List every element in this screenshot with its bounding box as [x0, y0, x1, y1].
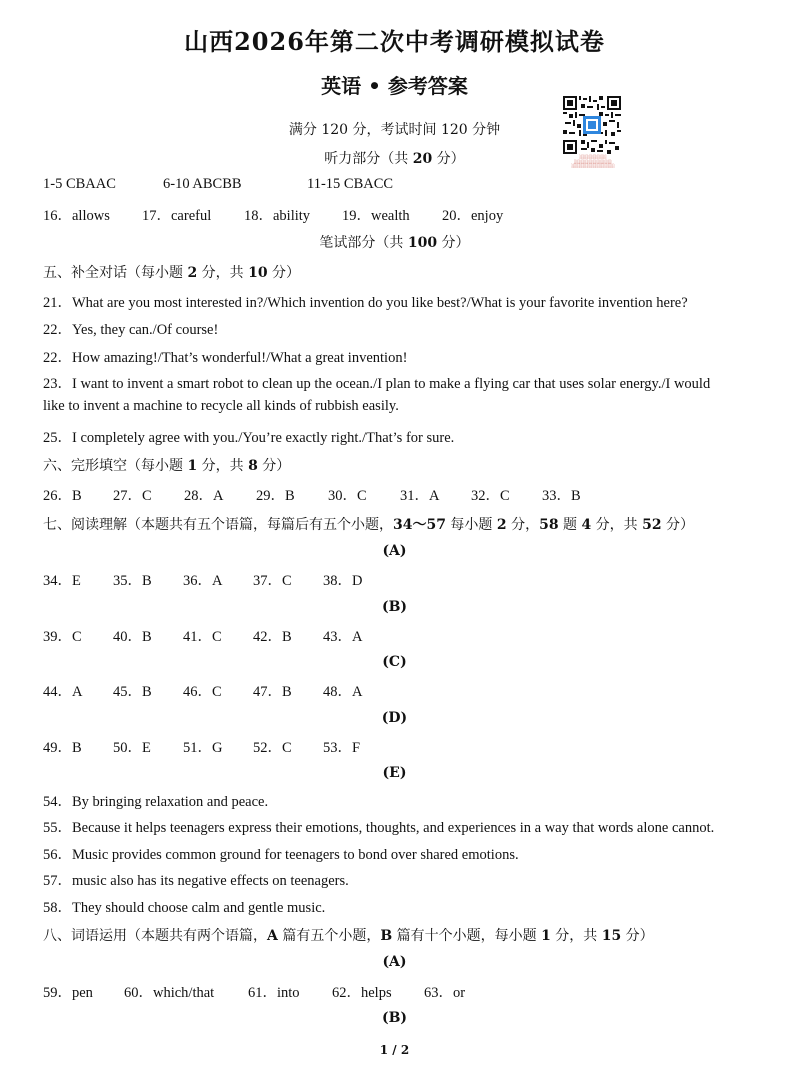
passage-d-answers [43, 736, 360, 757]
answer-44: 44．A [43, 684, 83, 700]
word-use-a-answers [43, 981, 465, 1002]
passage-b-label: (B) [381, 599, 408, 615]
score-info: 满分 120 分，考试时间 120 分钟 [288, 122, 501, 138]
listening-fill-18: 18．ability [244, 208, 311, 224]
answer-58: 58．They should choose calm and gentle music. [43, 900, 326, 916]
answer-23-line2: like to invent a machine to recycle all kinds of rubbish easily. [43, 398, 399, 414]
passage-c-label: (C) [382, 654, 407, 670]
answer-49: 49．B [43, 740, 82, 756]
listening-mc-3: 11-15 CBACC [307, 176, 394, 192]
listening-mc-row [43, 176, 393, 193]
answer-23-line1: 23．I want to invent a smart robot to clean up the ocean./I plan to make a flying car that uses solar energy./I would [43, 376, 711, 392]
answer-55: 55．Because it helps teenagers express their emotions, thoughts, and experiences in a way that words alone cannot. [43, 820, 715, 836]
answer-43: 43．A [323, 629, 363, 645]
listening-fill-19: 19．wealth [342, 208, 410, 224]
answer-56: 56．Music provides common ground for teenagers to bond over shared emotions. [43, 847, 519, 863]
word-use-b-label: (B) [381, 1010, 408, 1026]
qr-caption: ░░░░░░░░░░ ░░░░░░░░░░░░░░ ░░░░░░░░░░░░░░░░ [571, 155, 615, 168]
answer-30: 30．C [328, 488, 367, 504]
answer-41: 41．C [183, 629, 222, 645]
answer-46: 46．C [183, 684, 222, 700]
listening-header: 听力部分（共 20 分） [324, 151, 465, 167]
answer-35: 35．B [113, 573, 152, 589]
answer-36: 36．A [183, 573, 223, 589]
word-use-a-label: (A) [382, 954, 407, 970]
answer-40: 40．B [113, 629, 152, 645]
answer-22a: 22．Yes, they can./Of course! [43, 322, 219, 338]
answer-42: 42．B [253, 629, 292, 645]
section-6-answers [43, 484, 581, 505]
passage-a-label: (A) [382, 543, 407, 559]
answer-51: 51．G [183, 740, 223, 756]
answer-22b: 22．How amazing!/That’s wonderful!/What a great invention! [43, 350, 408, 366]
section-8-header: 八、词语运用（本题共有两个语篇，A 篇有五个小题，B 篇有十个小题，每小题 1 分，共 15 分） [43, 928, 654, 944]
answer-27: 27．C [113, 488, 152, 504]
passage-b-answers [43, 625, 362, 646]
answer-34: 34．E [43, 573, 81, 589]
answer-33: 33．B [542, 488, 581, 504]
answer-59: 59．pen [43, 985, 93, 1001]
passage-a-answers [43, 569, 362, 590]
qr-code-icon[interactable] [563, 96, 621, 154]
page-title: 山西2026年第二次中考调研模拟试卷 [184, 27, 605, 56]
section-5-header: 五、补全对话（每小题 2 分，共 10 分） [43, 265, 301, 281]
listening-mc-1: 1-5 CBAAC [43, 176, 116, 192]
answer-31: 31．A [400, 488, 440, 504]
answer-48: 48．A [323, 684, 363, 700]
passage-e-label: (E) [382, 765, 407, 781]
answer-53: 53．F [323, 740, 361, 756]
answer-37: 37．C [253, 573, 292, 589]
answer-47: 47．B [253, 684, 292, 700]
answer-29: 29．B [256, 488, 295, 504]
section-6-header: 六、完形填空（每小题 1 分，共 8 分） [43, 458, 291, 474]
page-number: 1 / 2 [379, 1043, 410, 1057]
answer-50: 50．E [113, 740, 151, 756]
passage-c-answers [43, 680, 362, 701]
listening-fill-row [43, 204, 503, 225]
answer-38: 38．D [323, 573, 363, 589]
answer-60: 60．which/that [124, 985, 215, 1001]
answer-57: 57．music also has its negative effects on teenagers. [43, 873, 349, 889]
answer-63: 63．or [424, 985, 466, 1001]
written-header: 笔试部分（共 100 分） [319, 235, 470, 251]
listening-fill-20: 20．enjoy [442, 208, 504, 224]
answer-21: 21．What are you most interested in?/Which invention do you like best?/What is your favorite invention here? [43, 295, 688, 311]
listening-fill-16: 16．allows [43, 208, 110, 224]
answer-39: 39．C [43, 629, 82, 645]
answer-26: 26．B [43, 488, 82, 504]
answer-25: 25．I completely agree with you./You’re exactly right./That’s for sure. [43, 430, 455, 446]
answer-54: 54．By bringing relaxation and peace. [43, 794, 269, 810]
answer-61: 61．into [248, 985, 300, 1001]
answer-28: 28．A [184, 488, 224, 504]
listening-mc-2: 6-10 ABCBB [163, 176, 242, 192]
answer-62: 62．helps [332, 985, 392, 1001]
answer-32: 32．C [471, 488, 510, 504]
listening-fill-17: 17．careful [142, 208, 212, 224]
answer-45: 45．B [113, 684, 152, 700]
answer-52: 52．C [253, 740, 292, 756]
section-7-header: 七、阅读理解（本题共有五个语篇，每篇后有五个小题，34～57 每小题 2 分，58 题 4 分，共 52 分） [43, 517, 695, 533]
passage-d-label: (D) [381, 710, 408, 726]
page-subtitle: 英语 • 参考答案 [321, 74, 468, 98]
